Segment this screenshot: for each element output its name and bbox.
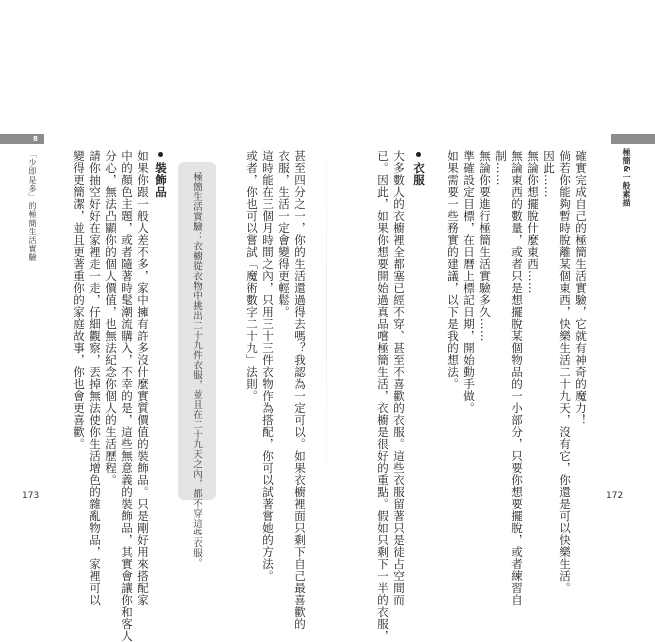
clothes-bullet xyxy=(416,152,421,157)
right-text-line-4: 無論你想擺脫什麼東西…… xyxy=(526,150,540,294)
right-page-tab xyxy=(611,134,655,144)
clothes-line-6: 或者，你也可以嘗試「魔術數字二十九」法則。 xyxy=(245,150,259,402)
right-running-header: 極簡&一般素描 xyxy=(622,148,631,208)
clothes-line-1: 大多數人的衣櫥裡全都塞已經不穿、甚至不喜歡的衣服。這些衣服留著只是徒占空間而 xyxy=(392,150,406,606)
decor-heading: 裝飾品 xyxy=(154,162,168,198)
left-tab-number: 8 xyxy=(33,135,38,143)
clothes-line-4: 衣服，生活一定會變得更輕鬆。 xyxy=(277,150,291,318)
decor-bullet xyxy=(158,152,163,157)
clothes-line-3: 甚至四分之一，你的生活還過得去嗎？我認為一定可以。如果衣櫥裡面只剩下自己最喜歡的 xyxy=(293,150,307,630)
clothes-line-5: 這時能在三個月時間之內，只用三十三件衣物作為搭配，你可以試著嘗她的方法。 xyxy=(261,150,275,582)
right-text-line-1: 確實完成自己的極簡生活實驗，它就有神奇的魔力！ xyxy=(574,150,588,426)
decor-line-1: 如果你跟一般人差不多，家中擁有許多沒什麼實質價值的裝飾品。只是剛好用來搭配家 xyxy=(136,150,150,606)
right-text-line-3: 因此…… xyxy=(542,150,556,198)
right-text-line-6: 制…… xyxy=(494,150,508,186)
decor-line-3: 分心，無法凸顯你的個人價值，也無法紀念你個人的生活歷程。 xyxy=(104,150,118,486)
decor-line-2: 中的顏色主題，或者隨著時髦潮流購入，不幸的是，這些無意義的裝飾品，其實會讓你和客人 xyxy=(120,150,134,642)
right-text-line-7: 無論你要進行極簡生活實驗多久…… xyxy=(478,150,492,342)
book-gutter xyxy=(326,110,327,510)
right-page-number: 172 xyxy=(606,491,624,501)
left-page-number: 173 xyxy=(22,491,40,501)
right-text-line-5: 無論東西的數量，或者只是想擺脫某個物品的一小部分，只要你想要擺脫，或者練習自 xyxy=(510,150,524,606)
right-text-line-2: 倘若你能夠暫時脫離某個東西，快樂生活二十九天，沒有它，你還是可以快樂生活。 xyxy=(558,150,572,594)
clothes-heading: 衣服 xyxy=(412,162,426,186)
clothes-line-2: 已。因此，如果你想要開始過真品嚐極簡生活，衣櫥是很好的重點。假如只剩下一半的衣服， xyxy=(376,150,390,642)
right-text-line-8: 準確設定目標，在日曆上標記日期，開始動手做。 xyxy=(462,150,476,414)
decor-line-5: 變得更簡潔，並且更著重你的家庭故事，你也會更喜歡。 xyxy=(72,150,86,450)
quote-text: 極簡生活實驗：衣櫥從衣物中挑出二十九件衣服，並且在二十九天之內，都不穿這些衣服。 xyxy=(191,172,202,568)
left-running-header: 「少即是多」的極簡生活實驗 xyxy=(28,150,37,262)
decor-line-4: 請你抽空好好在家裡走一走，仔細觀察，丟掉無法使你生活增色的雜亂物品，家裡可以 xyxy=(88,150,102,606)
right-text-line-9: 如果需要一些務實的建議，以下是我的想法。 xyxy=(446,150,460,390)
